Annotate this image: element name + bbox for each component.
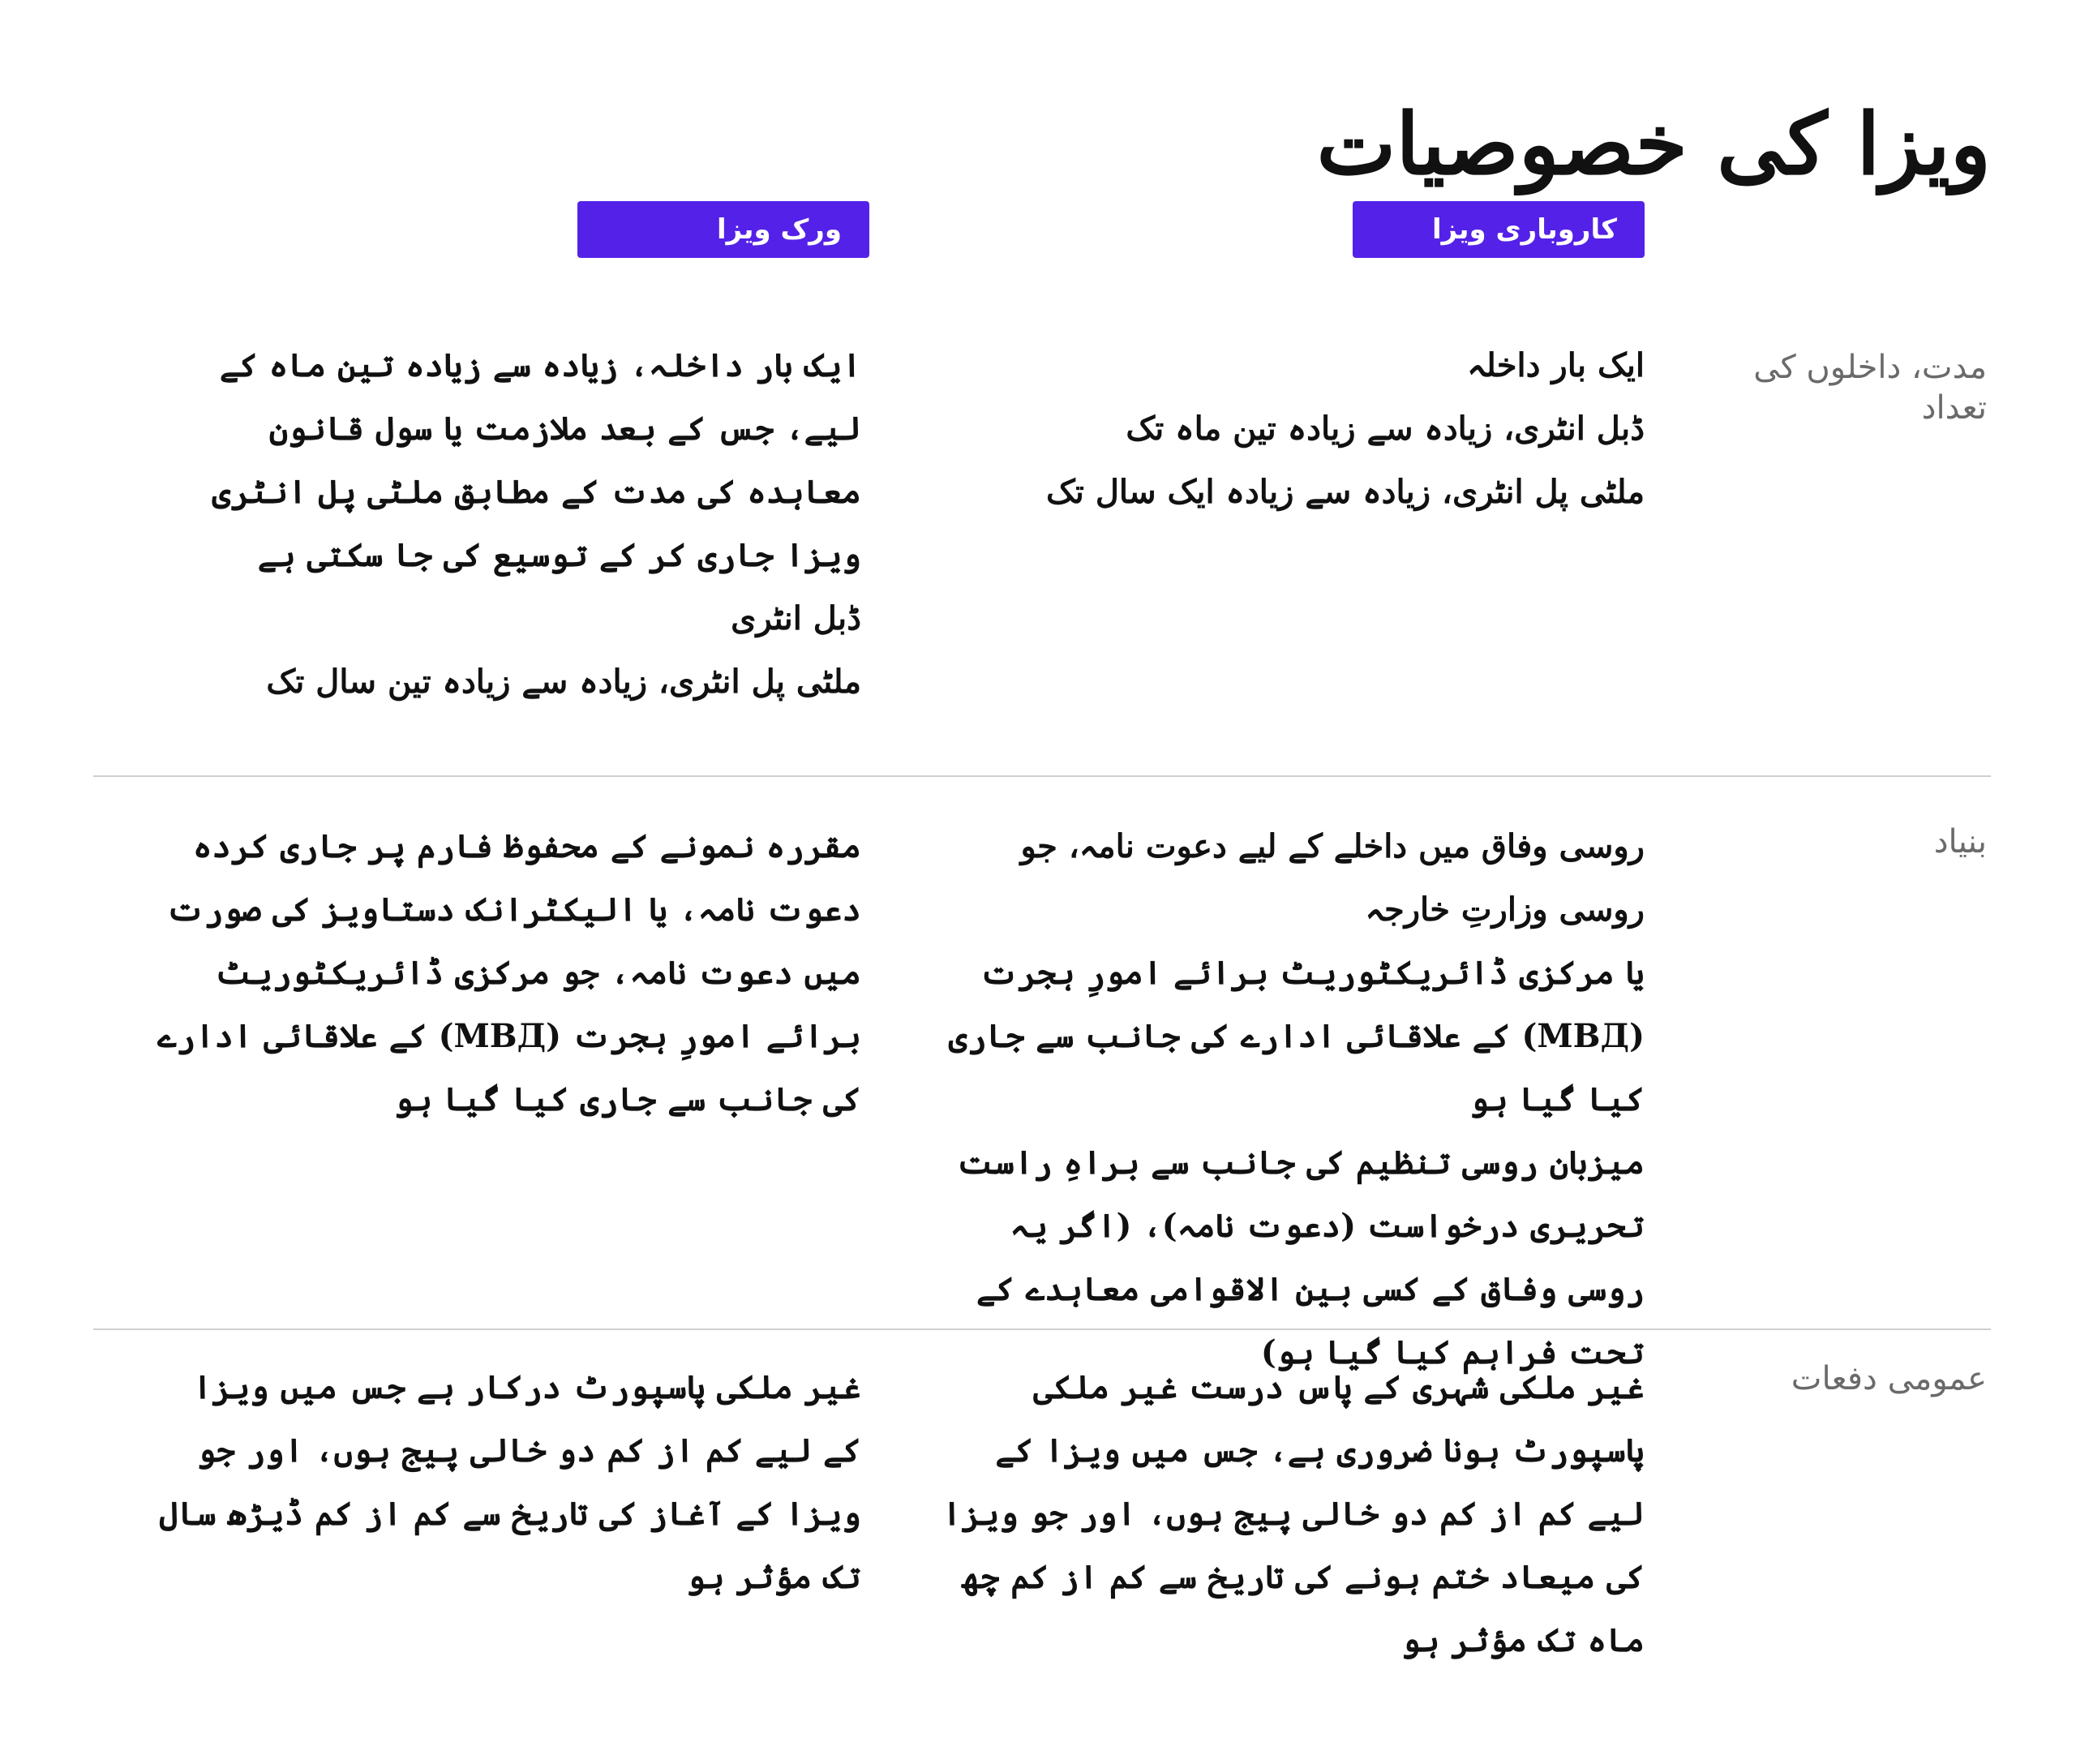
work-visa-duration-cell: [148, 334, 861, 714]
business-basis-line: میزبان روسی تنظیم کی جانب سے براہِ راست تحریری درخواست (دعوت نامہ)، (اگر یہ روسی وفاق کے کسی بین الاقوامی معاہدے کے تحت فراہم کیا گیا ہو): [957, 1144, 1645, 1371]
work-visa-general-cell: [148, 1356, 861, 1609]
page-title: ویزا کی خصوصیات: [1316, 93, 1991, 194]
business-duration-line: ڈبل انٹری، زیادہ سے زیادہ تین ماہ تک: [1126, 410, 1645, 448]
work-duration-line: ڈبل انٹری: [731, 599, 861, 637]
work-basis-line: مقررہ نمونے کے محفوظ فارم پر جاری کردہ دعوت نامہ، یا الیکٹرانک دستاویز کی صورت میں دعوت نامہ، جو مرکزی ڈائریکٹوریٹ برائے امورِ ہجرت (МВД) کے علاقائی ادارے کی جانب سے جاری کیا گیا ہو: [157, 827, 861, 1118]
business-general-line: غیر ملکی شہری کے پاس درست غیر ملکی پاسپورٹ ہونا ضروری ہے، جس میں ویزا کے لیے کم از کم دو خالی پیج ہوں، اور جو ویزا کی میعاد ختم ہونے کی تاریخ سے کم از کم چھ ماہ تک مؤثر ہو: [942, 1368, 1645, 1659]
business-duration-line: ملٹی پل انٹری، زیادہ سے زیادہ ایک سال تک: [1046, 473, 1645, 511]
row-divider: [93, 775, 1991, 777]
business-duration-line: ایک بار داخلہ: [1467, 346, 1645, 384]
business-basis-line: یا مرکزی ڈائریکٹوریٹ برائے امورِ ہجرت (МВД) کے علاقائی ادارے کی جانب سے جاری کیا گیا ہو: [948, 954, 1645, 1118]
business-visa-duration-cell: [931, 334, 1645, 524]
row-label-basis: بنیاد: [1933, 823, 1987, 861]
row-divider: [93, 1328, 1991, 1330]
column-header-business-visa: کاروباری ویزا: [1353, 201, 1645, 258]
work-general-line: غیر ملکی پاسپورٹ درکار ہے جس میں ویزا کے لیے کم از کم دو خالی پیج ہوں، اور جو ویزا کے آغاز کی تاریخ سے کم از کم ڈیڑھ سال تک مؤثر ہو: [159, 1368, 861, 1596]
business-visa-basis-cell: [931, 815, 1645, 1384]
row-label-duration-entries: مدت، داخلوں کی تعداد: [1753, 349, 1987, 427]
row-label-general-provisions: عمومی دفعات: [1791, 1360, 1987, 1397]
column-header-work-visa: ورک ویزا: [577, 201, 869, 258]
business-basis-line: روسی وفاق میں داخلے کے لیے دعوت نامہ، جو روسی وزارتِ خارجہ: [1020, 827, 1645, 929]
business-visa-general-cell: [931, 1356, 1645, 1672]
work-duration-line: ایک بار داخلہ، زیادہ سے زیادہ تین ماہ کے لیے، جس کے بعد ملازمت یا سول قانون معاہدہ کی مدت کے مطابق ملٹی پل انٹری ویزا جاری کر کے توسیع کی جا سکتی ہے: [212, 346, 861, 574]
work-duration-line: ملٹی پل انٹری، زیادہ سے زیادہ تین سال تک: [266, 663, 861, 701]
work-visa-basis-cell: [148, 815, 861, 1131]
